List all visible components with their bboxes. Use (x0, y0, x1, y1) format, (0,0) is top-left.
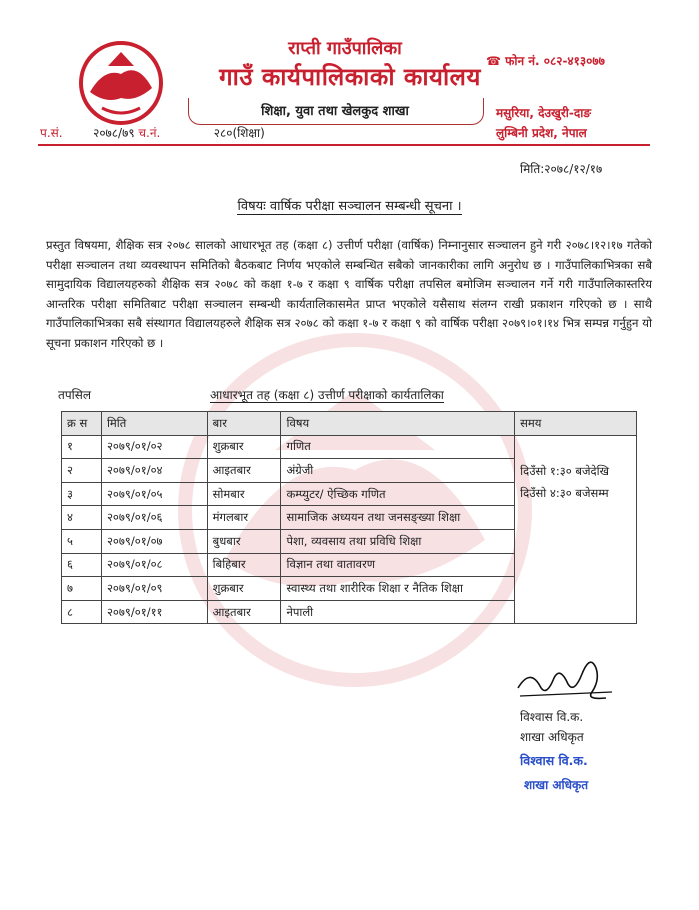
stamp-post: शाखा अधिकृत (524, 778, 589, 792)
serial-cell: ३ (62, 482, 102, 506)
table-title-text: आधारभूत तह (कक्षा ८) उत्तीर्ण परीक्षाको कार्यतालिका (210, 388, 444, 402)
subject-cell: अंग्रेजी (281, 459, 515, 483)
day-cell: बिहिबार (207, 553, 281, 577)
subject-line (0, 196, 699, 214)
subject-cell: स्वास्थ्य तथा शारीरिक शिक्षा र नैतिक शिक्षा (281, 577, 515, 601)
dispatch-value: २८०(शिक्षा) (213, 126, 265, 140)
serial-cell: ४ (62, 506, 102, 530)
table-title (210, 386, 444, 403)
reference-line (40, 124, 265, 141)
subject-cell: कम्प्युटर/ ऐच्छिक गणित (281, 482, 515, 506)
time-cell (515, 435, 637, 624)
dispatch-label: च.नं. (138, 126, 161, 140)
signatory-post: शाखा अधिकृत (520, 730, 584, 744)
day-cell: सोमबार (207, 482, 281, 506)
day-cell: आइतबार (207, 459, 281, 483)
date-cell: २०७९/०१/०९ (101, 577, 207, 601)
header-date: मिति (101, 412, 207, 436)
header-subject: विषय (281, 412, 515, 436)
date-cell: २०७९/०१/११ (101, 600, 207, 624)
tapsil-label: तपसिल (58, 388, 92, 402)
date-cell: २०७९/०१/०६ (101, 506, 207, 530)
subject-cell: नेपाली (281, 600, 515, 624)
letter-body (46, 236, 652, 354)
day-cell: शुक्रबार (207, 435, 281, 459)
header-day: बार (207, 412, 281, 436)
serial-cell: १ (62, 435, 102, 459)
header-divider (38, 144, 650, 146)
serial-cell: २ (62, 459, 102, 483)
day-cell: आइतबार (207, 600, 281, 624)
body-paragraph: प्रस्तुत विषयमा, शैक्षिक सत्र २०७८ सालको आधारभूत तह (कक्षा ८) उत्तीर्ण परीक्षा (वार्षिक) निम्नानुसार सञ्चालन हुने गरी २०७८।१२।१७ गतेको परीक्षा सञ्चालन तथा व्यवस्थापन समितिको बैठकबाट निर्णय भएकोले सम्बन्धित सबैको जानकारीका लागि अनुरोध छ । गाउँपालिकाभित्रका सबै सामुदायिक विद्यालयहरुको शैक्षिक सत्र २०७८ को कक्षा १-७ र कक्षा ९ वार्षिक परीक्षा तपसिल बमोजिम सञ्चालन गर्ने गरी गाउँपालिकास्तरिय आन्तरिक परीक्षा समितिबाट परीक्षा सञ्चालन सम्बन्धी कार्यतालिकासमेत प्राप्त भएकोले यसैसाथ संलग्न राखी प्रकाशन गरिएको छ । साथै गाउँपालिकाभित्रका सबै संस्थागत विद्यालयहरुले शैक्षिक सत्र २०७८ को कक्षा १-७ र कक्षा ९ को वार्षिक परीक्षा २०७९।०१।१४ भित्र सम्पन्न गर्नुहुन यो सूचना प्रकाशन गरिएको छ । (46, 238, 652, 350)
serial-cell: ८ (62, 600, 102, 624)
address-line-1: मसुरिया, देउखुरी-दाङ (496, 106, 591, 120)
time-end: दिउँसो ४:३० बजेसम्म (520, 485, 609, 500)
signatory-name: विश्वास वि.क. (520, 710, 584, 724)
date-cell: २०७९/०१/०४ (101, 459, 207, 483)
header-serial: क्र स (62, 412, 102, 436)
header-time: समय (515, 412, 637, 436)
day-cell: मंगलबार (207, 506, 281, 530)
date-cell: २०७९/०१/०८ (101, 553, 207, 577)
table-header-row (62, 412, 637, 436)
ref-label: प.सं. (40, 126, 63, 140)
subject-text: विषयः वार्षिक परीक्षा सञ्चालन सम्बन्धी सूचना । (237, 199, 462, 214)
date-cell: २०७९/०१/०५ (101, 482, 207, 506)
subject-cell: गणित (281, 435, 515, 459)
serial-cell: ६ (62, 553, 102, 577)
nepal-emblem-logo (78, 40, 164, 126)
stamp-name: विश्वास वि.क. (520, 753, 588, 768)
address-line-2: लुम्बिनी प्रदेश, नेपाल (496, 126, 587, 140)
exam-schedule-table (61, 411, 637, 624)
ref-value: २०७८/७९ (93, 126, 135, 140)
serial-cell: ७ (62, 577, 102, 601)
subject-cell: पेशा, व्यवसाय तथा प्रविधि शिक्षा (281, 529, 515, 553)
phone-number: ☎ फोन नं. ०८२-४१३०७७ (486, 54, 605, 68)
day-cell: बुधबार (207, 529, 281, 553)
time-start: दिउँसो १:३० बजेदेखि (520, 463, 609, 478)
date-cell: २०७९/०१/०७ (101, 529, 207, 553)
table-row (62, 435, 637, 459)
handwritten-signature (510, 648, 620, 708)
day-cell: शुक्रबार (207, 577, 281, 601)
subject-cell: सामाजिक अध्ययन तथा जनसङ्ख्या शिक्षा (281, 506, 515, 530)
date-cell: २०७९/०१/०२ (101, 435, 207, 459)
subject-cell: विज्ञान तथा वातावरण (281, 553, 515, 577)
branch-name: शिक्षा, युवा तथा खेलकुद शाखा (261, 104, 409, 119)
letter-date: मिति:२०७८/१२/१७ (520, 162, 603, 176)
office-name: गाउँ कार्यपालिकाको कार्यालय (219, 63, 481, 91)
municipality-name: राप्ती गाउँपालिका (288, 38, 402, 59)
serial-cell: ५ (62, 529, 102, 553)
